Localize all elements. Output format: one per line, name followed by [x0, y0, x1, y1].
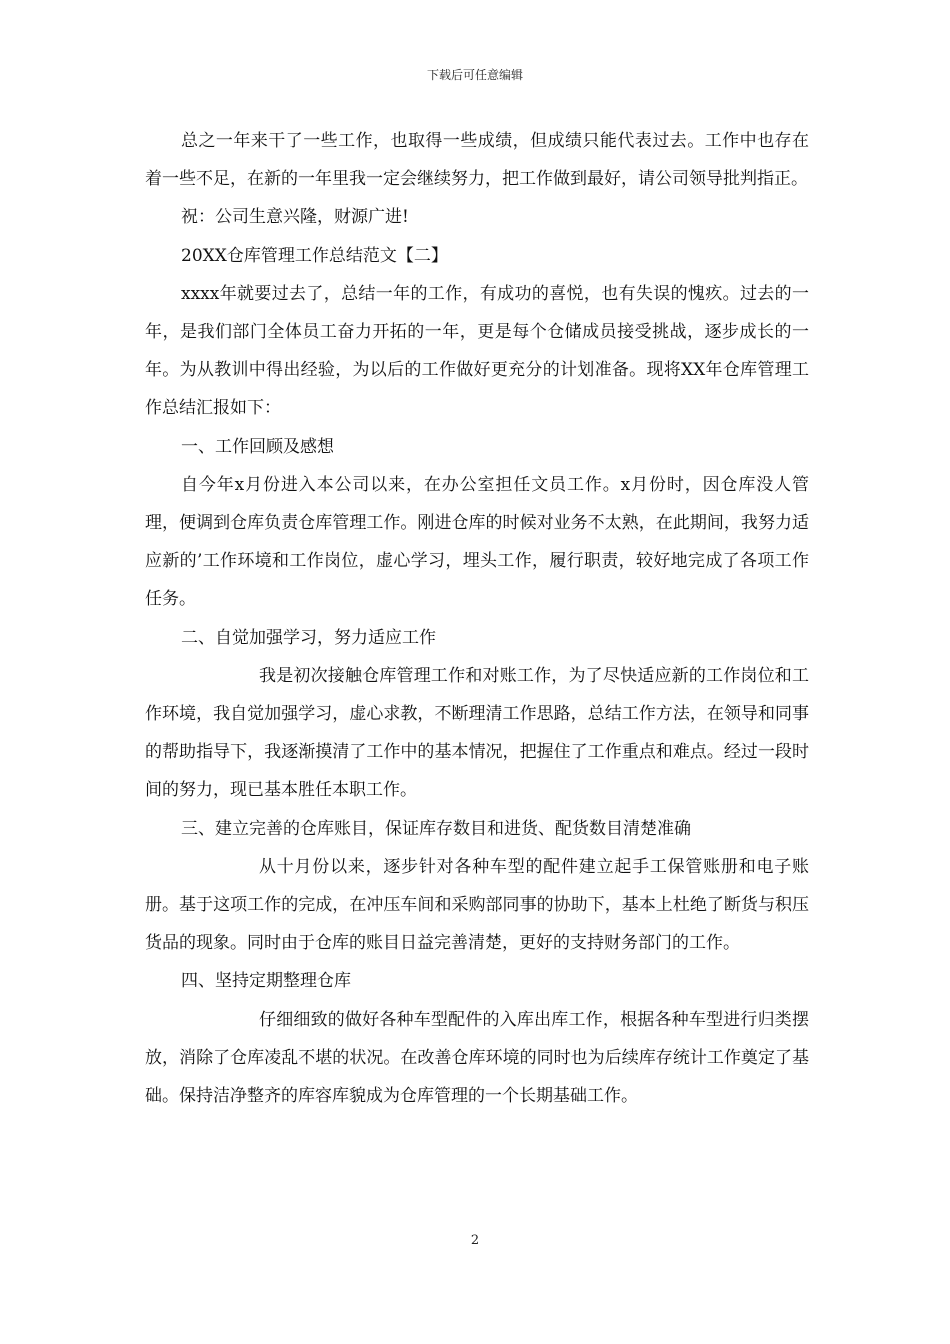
- heading-3: 三、建立完善的仓库账目，保证库存数目和进货、配货数目清楚准确: [181, 818, 691, 839]
- heading-2: 二、自觉加强学习，努力适应工作: [181, 627, 436, 648]
- heading-4: 四、坚持定期整理仓库: [181, 971, 351, 992]
- document-body: [145, 122, 809, 1115]
- paragraph-3: 从十月份以来，逐步针对各种车型的配件建立起手工保管账册和电子账册。基于这项工作的完成，在冲压车间和采购部同事的协助下，基本上杜绝了断货与积压货品的现象。同时由于仓库的账目日益完善清楚，更好的支持财务部门的工作。: [145, 856, 809, 954]
- heading-1: 一、工作回顾及感想: [181, 436, 334, 457]
- paragraph-4: 仔细细致的做好各种车型配件的入库出库工作，根据各种车型进行归类摆放，消除了仓库凌乱不堪的状况。在改善仓库环境的同时也为后续库存统计工作奠定了基础。保持洁净整齐的库容库貌成为仓库管理的一个长期基础工作。: [145, 1009, 809, 1107]
- wishes-line: 祝：公司生意兴隆，财源广进!: [181, 207, 409, 228]
- page-header: 下载后可任意编辑: [426, 68, 523, 82]
- page-number: 2: [470, 1233, 480, 1248]
- intro-paragraph: xxxx年就要过去了，总结一年的工作，有成功的喜悦，也有失误的愧疚。过去的一年，是我们部门全体员工奋力开拓的一年，更是每个仓储成员接受挑战，逐步成长的一年。为从教训中得出经验，为以后的工作做好更充分的计划准备。现将XX年仓库管理工作总结汇报如下：: [145, 283, 809, 419]
- section-title: 20XX仓库管理工作总结范文【二】: [181, 245, 448, 266]
- paragraph-1: 自今年x月份进入本公司以来，在办公室担任文员工作。x月份时，因仓库没人管理，便调到仓库负责仓库管理工作。刚进仓库的时候对业务不太熟，在此期间，我努力适应新的’工作环境和工作岗位，虚心学习，埋头工作，履行职责，较好地完成了各项工作任务。: [145, 474, 809, 610]
- paragraph-2: 我是初次接触仓库管理工作和对账工作，为了尽快适应新的工作岗位和工作环境，我自觉加强学习，虚心求教，不断理清工作思路，总结工作方法，在领导和同事的帮助指导下，我逐渐摸清了工作中的基本情况，把握住了工作重点和难点。经过一段时间的努力，现已基本胜任本职工作。: [145, 665, 809, 801]
- closing-summary-paragraph: 总之一年来干了一些工作，也取得一些成绩，但成绩只能代表过去。工作中也存在着一些不足，在新的一年里我一定会继续努力，把工作做到最好，请公司领导批判指正。: [145, 131, 809, 190]
